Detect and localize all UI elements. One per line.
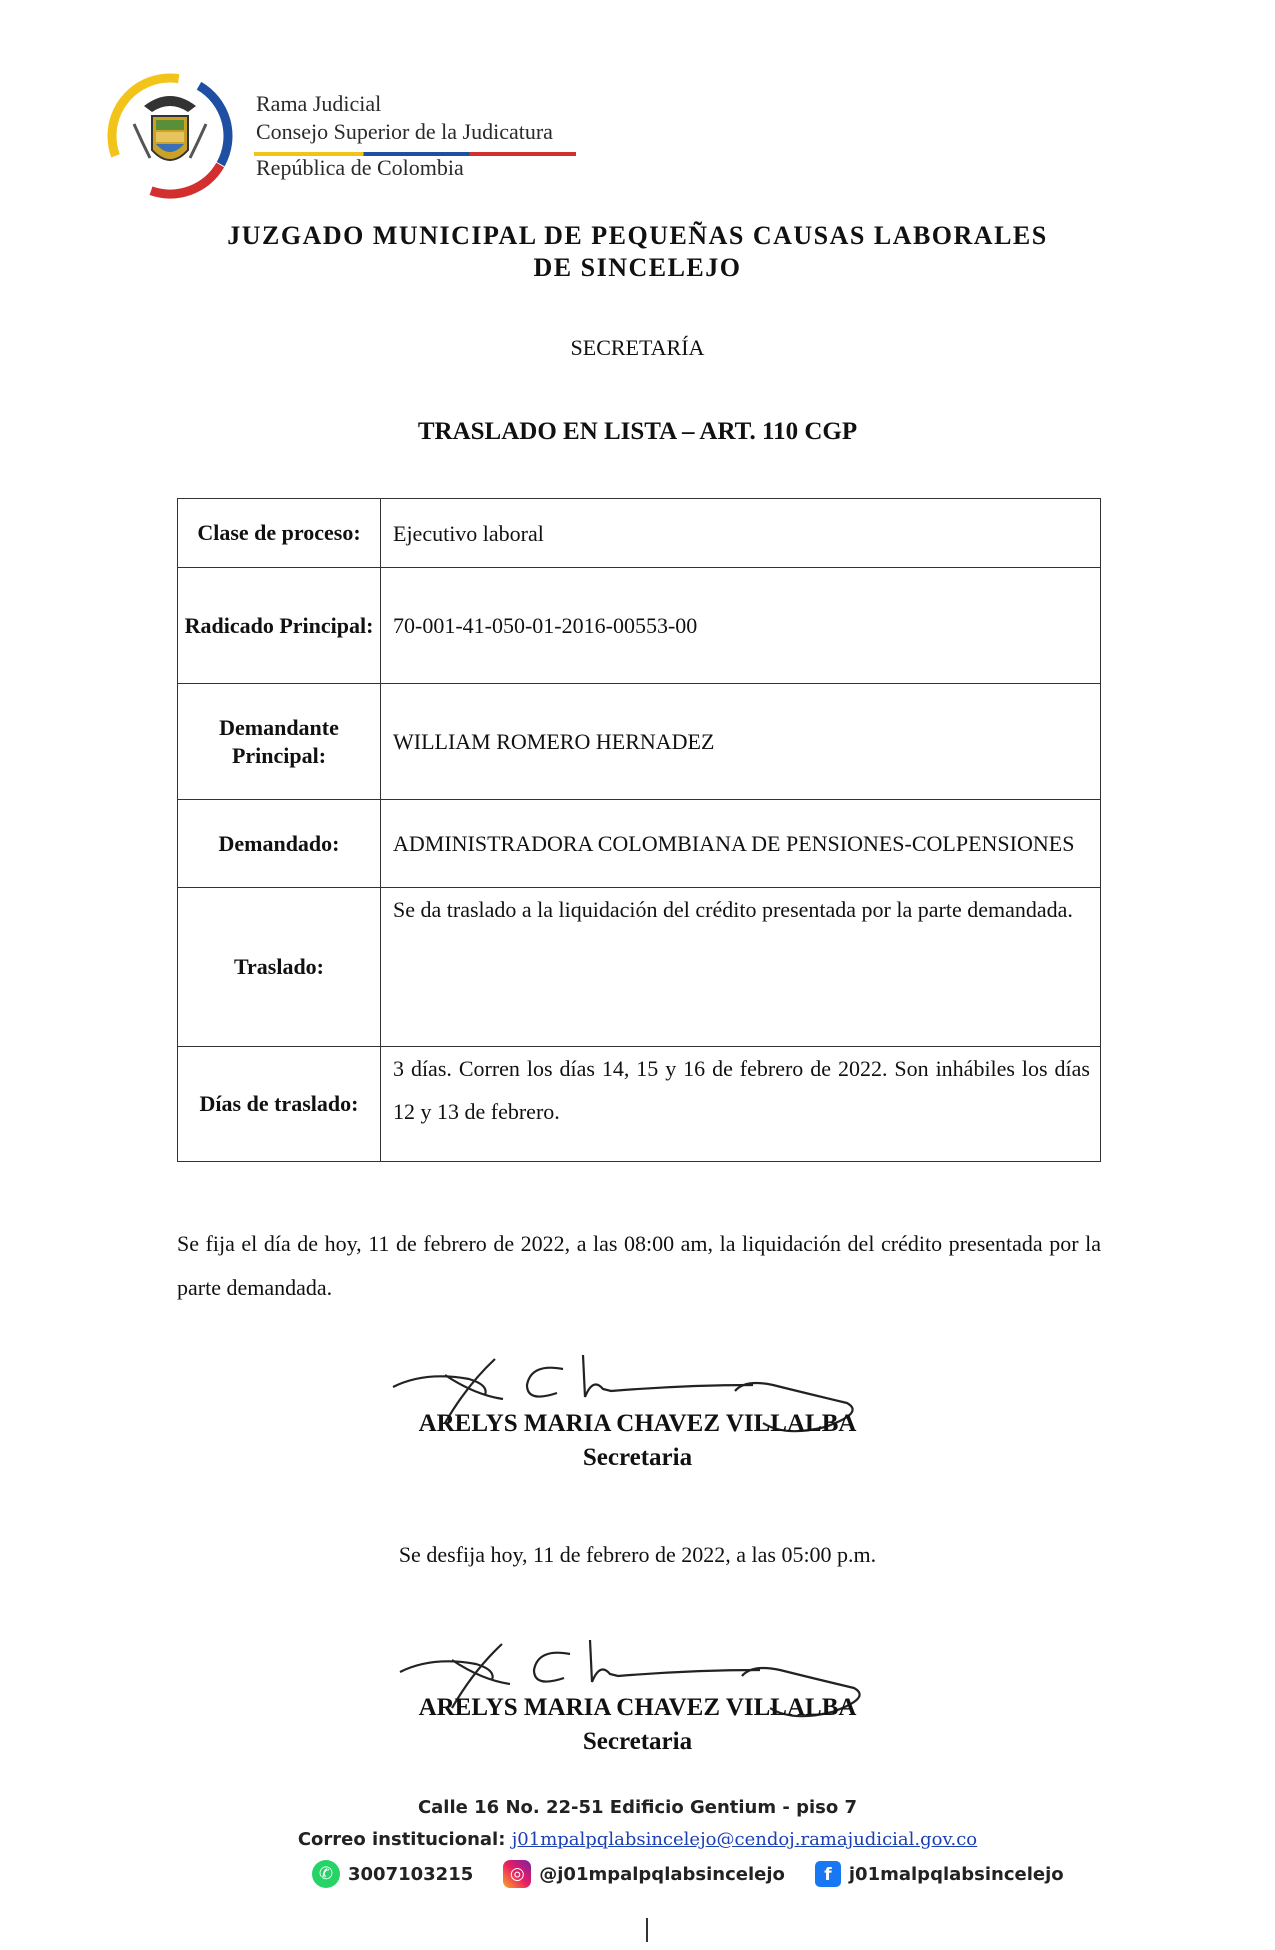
letterhead-republica: República de Colombia (256, 155, 464, 180)
table-row (178, 499, 1101, 568)
row-value-clase: Ejecutivo laboral (381, 499, 1101, 568)
text-cursor (646, 1918, 648, 1942)
instagram-icon: ◎ (503, 1860, 531, 1888)
footer-email-link[interactable]: j01mpalpqlabsincelejo@cendoj.ramajudicial.gov.co (511, 1829, 978, 1850)
footer-instagram: @j01mpalpqlabsincelejo (539, 1863, 785, 1885)
row-value-radicado: 70-001-41-050-01-2016-00553-00 (381, 568, 1101, 684)
footer-phone: 3007103215 (348, 1863, 474, 1885)
row-label-dias: Días de traslado: (178, 1047, 381, 1162)
footer-facebook: j01malpqlabsincelejo (848, 1863, 1064, 1885)
signature2-name: ARELYS MARIA CHAVEZ VILLALBA (418, 1694, 857, 1721)
court-title-line1: JUZGADO MUNICIPAL DE PEQUEÑAS CAUSAS LABORALES (227, 221, 1048, 250)
court-title (130, 220, 1145, 284)
row-value-dias: 3 días. Corren los días 14, 15 y 16 de febrero de 2022. Son inhábiles los días 12 y 13 de febrero. (381, 1047, 1101, 1162)
colombia-coat-of-arms-seal-icon (104, 72, 244, 200)
signature2-role: Secretaria (582, 1728, 693, 1755)
fija-paragraph: Se fija el día de hoy, 11 de febrero de 2022, a las 08:00 am, la liquidación del crédito presentada por la parte demandada. (177, 1231, 1101, 1300)
footer-email-label: Correo institucional: (297, 1829, 506, 1850)
row-label-radicado: Radicado Principal: (178, 568, 381, 684)
signature1-name: ARELYS MARIA CHAVEZ VILLALBA (418, 1410, 857, 1437)
row-label-traslado: Traslado: (178, 888, 381, 1047)
table-row (178, 1047, 1101, 1162)
table-row (178, 888, 1101, 1047)
letterhead-consejo-superior: Consejo Superior de la Judicatura (256, 119, 553, 144)
desfija-paragraph: Se desfija hoy, 11 de febrero de 2022, a las 05:00 p.m. (398, 1542, 877, 1567)
row-label-clase: Clase de proceso: (178, 499, 381, 568)
row-value-demandante: WILLIAM ROMERO HERNADEZ (381, 684, 1101, 800)
table-row (178, 800, 1101, 888)
letterhead-rama-judicial: Rama Judicial (256, 91, 382, 116)
whatsapp-icon: ✆ (312, 1860, 340, 1888)
footer-address: Calle 16 No. 22-51 Edificio Gentium - piso 7 (417, 1797, 858, 1818)
table-row (178, 568, 1101, 684)
case-info-table (177, 498, 1101, 1162)
letterhead (104, 72, 584, 202)
row-label-demandante: Demandante Principal: (178, 684, 381, 800)
signature1-role: Secretaria (582, 1444, 693, 1471)
court-title-line2: DE SINCELEJO (533, 253, 742, 282)
section-heading: SECRETARÍA (570, 335, 705, 360)
row-value-demandado: ADMINISTRADORA COLOMBIANA DE PENSIONES-COLPENSIONES (381, 800, 1101, 888)
row-label-demandado: Demandado: (178, 800, 381, 888)
document-title: TRASLADO EN LISTA – ART. 110 CGP (417, 418, 858, 445)
footer-email-line (0, 1829, 1275, 1850)
facebook-icon: f (815, 1861, 841, 1887)
table-row (178, 684, 1101, 800)
footer-social-row (312, 1859, 1064, 1889)
row-value-traslado: Se da traslado a la liquidación del crédito presentada por la parte demandada. (381, 888, 1101, 1047)
